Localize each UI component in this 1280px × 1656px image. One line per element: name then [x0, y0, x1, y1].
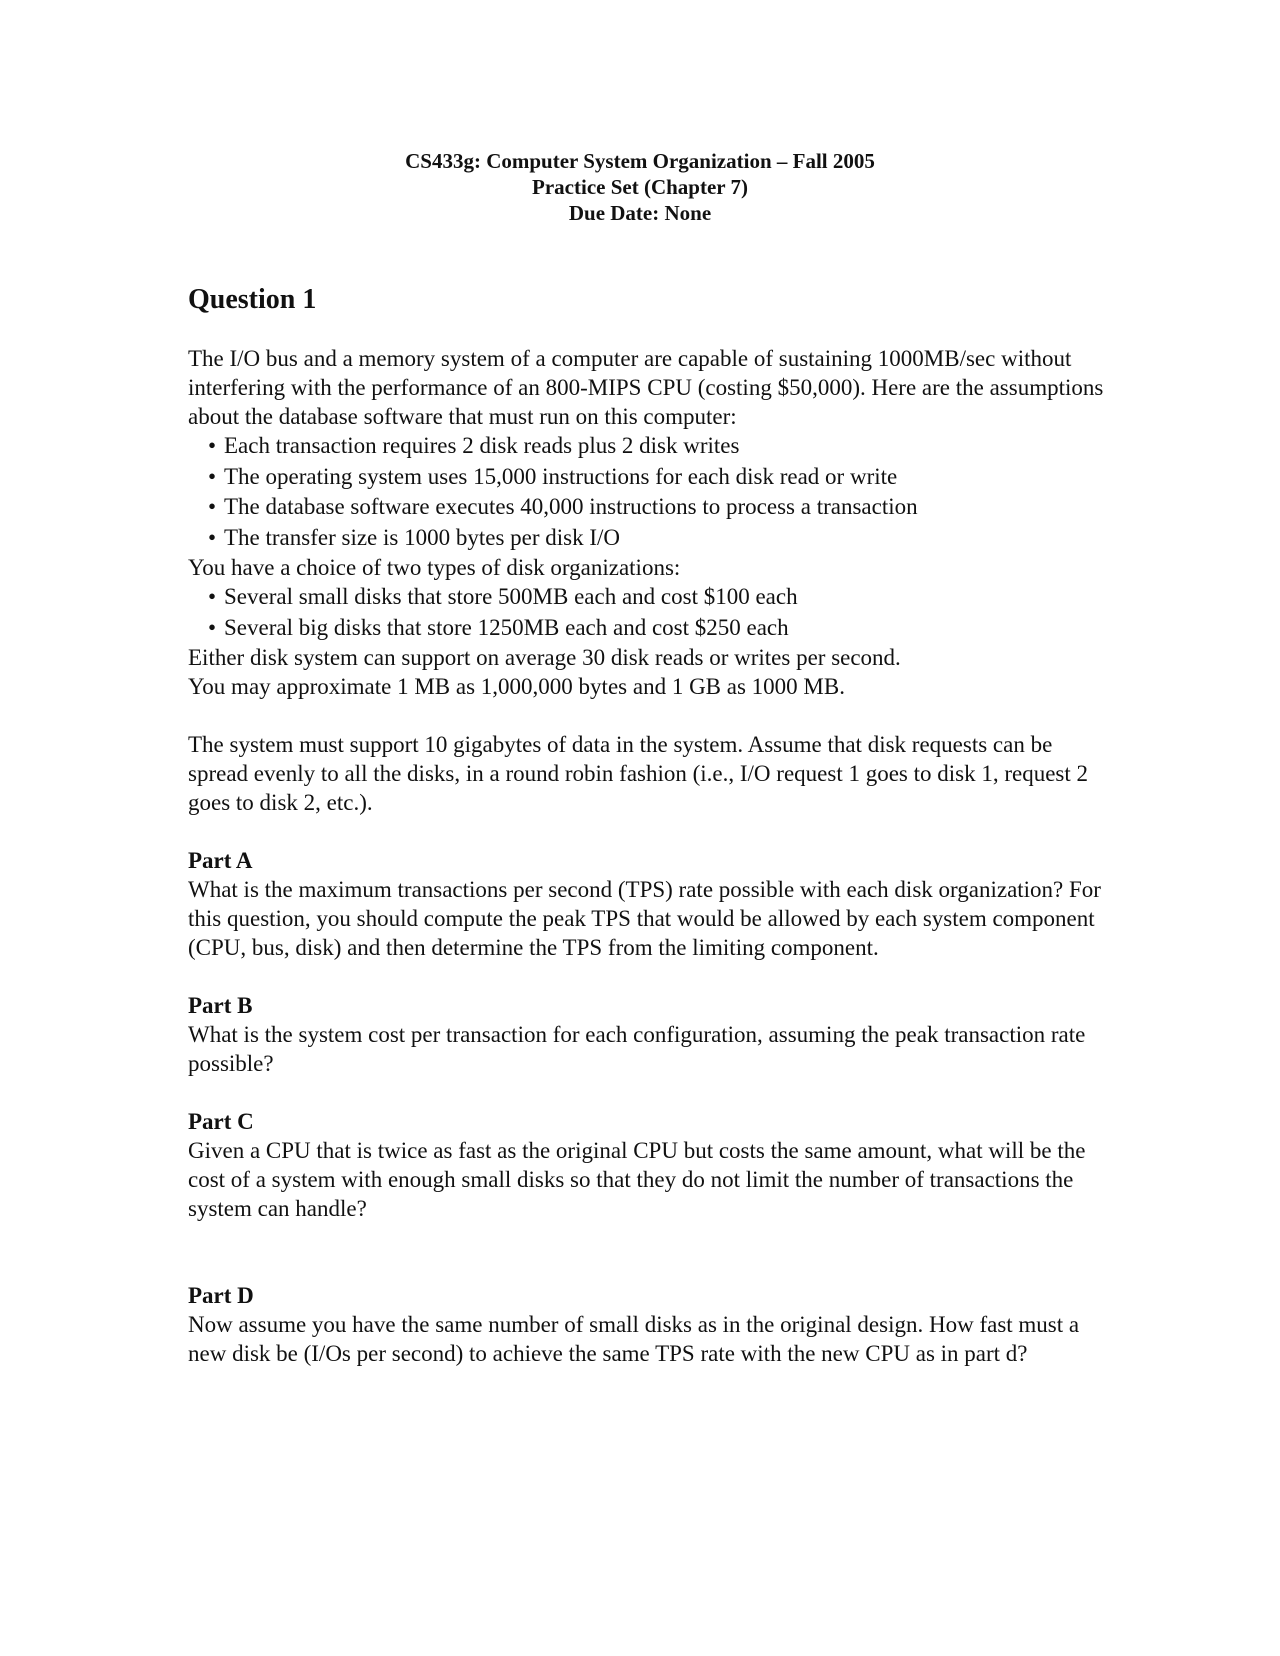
part-b: [188, 991, 1108, 1078]
practice-set-title: Practice Set (Chapter 7): [532, 175, 748, 199]
support-line-1: Either disk system can support on average 30 disk reads or writes per second.: [188, 645, 901, 670]
list-item: • The operating system uses 15,000 instructions for each disk read or write: [208, 462, 1108, 493]
bullet-icon: •: [208, 494, 217, 519]
due-date: Due Date: None: [568, 201, 712, 225]
choice-intro: You have a choice of two types of disk organizations:: [188, 555, 681, 580]
support-line-2: You may approximate 1 MB as 1,000,000 bytes and 1 GB as 1000 MB.: [188, 674, 845, 699]
intro-paragraph: The I/O bus and a memory system of a computer are capable of sustaining 1000MB/sec without interfering with the performance of an 800-MIPS CPU (costing $50,000). Here are the assumptions about the database software that must run on this computer:: [188, 346, 1104, 429]
bullet-icon: •: [208, 584, 217, 609]
part-c-title: Part C: [188, 1109, 254, 1134]
list-item: • Several small disks that store 500MB each and cost $100 each: [208, 582, 1108, 613]
document-header: [0, 148, 1280, 226]
part-d-title: Part D: [188, 1283, 254, 1308]
part-b-title: Part B: [188, 993, 253, 1018]
part-a-text: What is the maximum transactions per second (TPS) rate possible with each disk organization? For this question, you should compute the peak TPS that would be allowed by each system component (CPU, bus, disk) and then determine the TPS from the limiting component.: [188, 877, 1101, 960]
list-item: • Several big disks that store 1250MB each and cost $250 each: [208, 613, 1108, 644]
part-d-text: Now assume you have the same number of small disks as in the original design. How fast must a new disk be (I/Os per second) to achieve the same TPS rate with the new CPU as in part d?: [188, 1312, 1080, 1366]
part-b-text: What is the system cost per transaction for each configuration, assuming the peak transaction rate possible?: [188, 1022, 1086, 1076]
bullet-icon: •: [208, 614, 217, 640]
assumptions-list: [188, 431, 1108, 553]
bullet-icon: •: [208, 463, 217, 489]
question-title: Question 1: [188, 284, 317, 315]
list-item: • The transfer size is 1000 bytes per disk I/O: [208, 523, 1108, 554]
part-a: [188, 846, 1108, 962]
bullet-icon: •: [208, 433, 217, 458]
part-d: [188, 1281, 1108, 1368]
course-title: CS433g: Computer System Organization – Fall 2005: [405, 149, 875, 173]
system-paragraph: The system must support 10 gigabytes of data in the system. Assume that disk requests can be spread evenly to all the disks, in a round robin fashion (i.e., I/O request 1 goes to disk 1, request 2 goes to disk 2, etc.).: [188, 732, 1089, 815]
part-a-title: Part A: [188, 848, 253, 873]
list-item: • The database software executes 40,000 instructions to process a transaction: [208, 492, 1108, 523]
part-c: [188, 1107, 1108, 1223]
bullet-icon: •: [208, 524, 217, 550]
list-item: • Each transaction requires 2 disk reads plus 2 disk writes: [208, 431, 1108, 462]
disk-choices-list: [188, 582, 1108, 643]
question-body: [188, 283, 1108, 1368]
part-c-text: Given a CPU that is twice as fast as the original CPU but costs the same amount, what will be the cost of a system with enough small disks so that they do not limit the number of transactions the system can handle?: [188, 1138, 1086, 1221]
